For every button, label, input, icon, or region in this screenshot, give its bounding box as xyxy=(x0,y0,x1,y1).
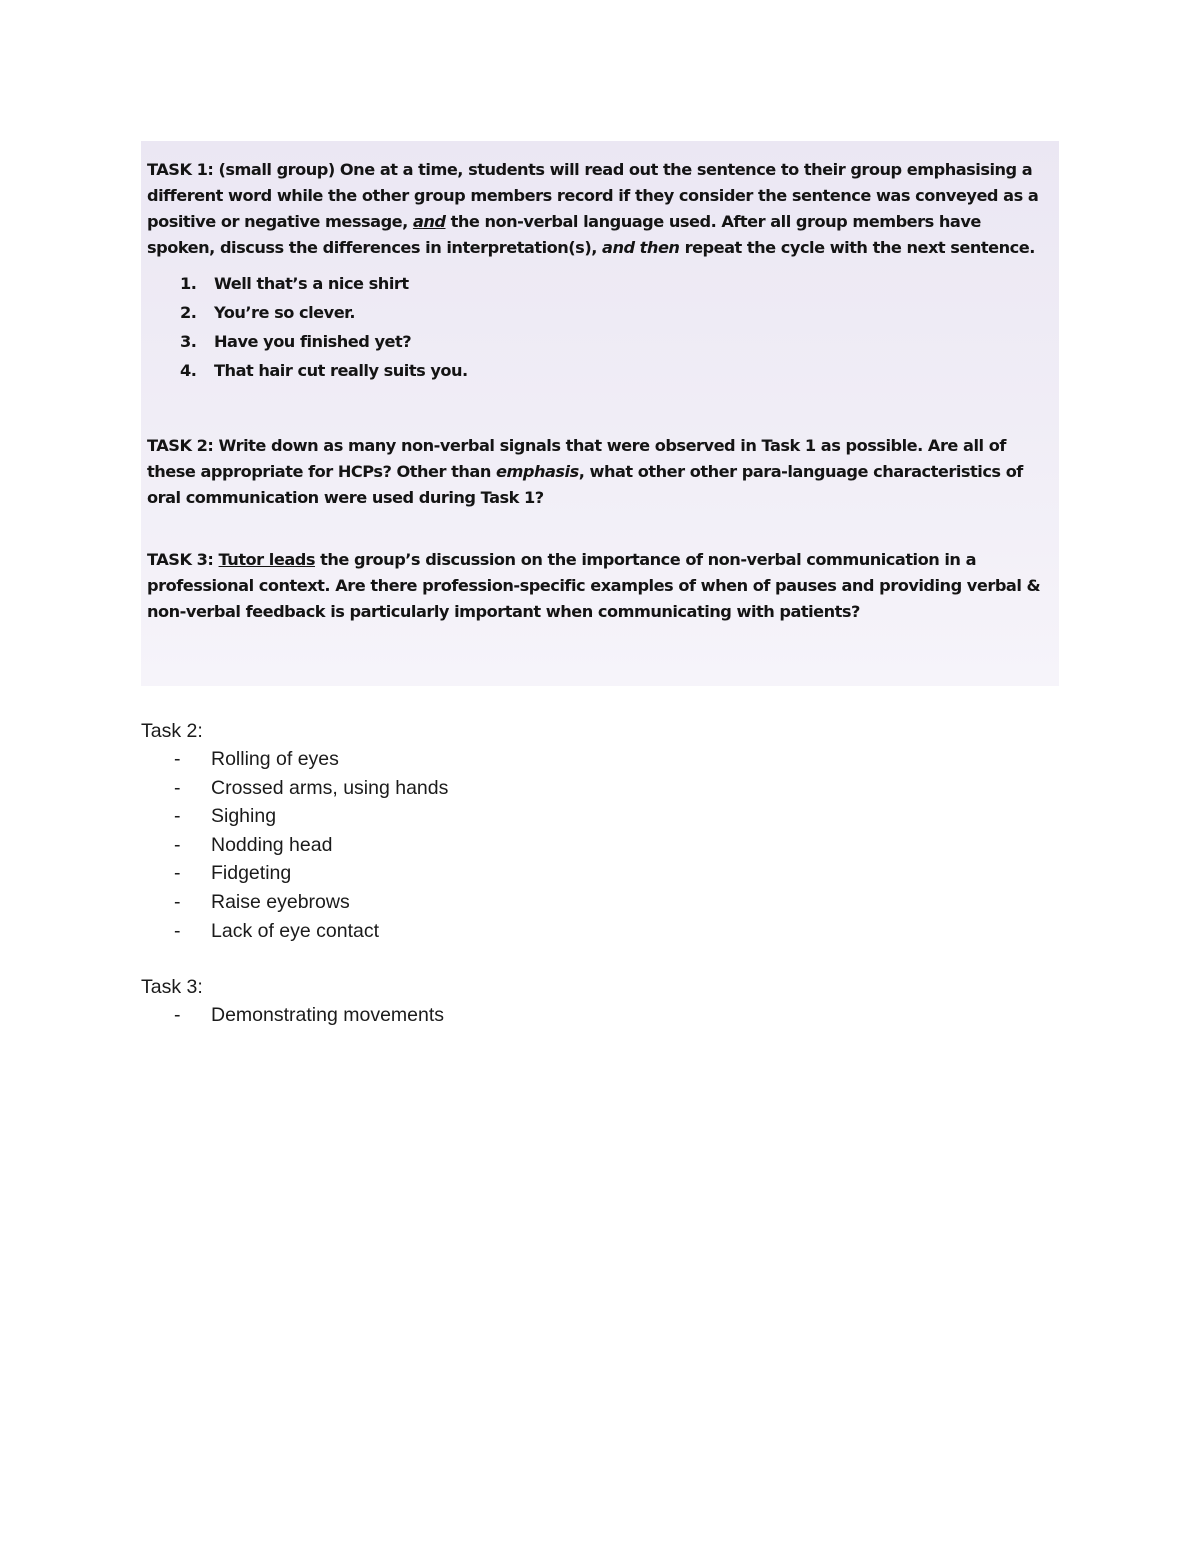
emphasis-and: and xyxy=(412,212,446,231)
list-item: - Fidgeting xyxy=(174,862,292,885)
list-item: - Sighing xyxy=(174,805,277,828)
task2-instructions: TASK 2: Write down as many non-verbal signals that were observed in Task 1 as possible. Are all of these appropriate for HCPs? Other than emphasis, what other other para-language characteristics of oral communication were used during Task 1? xyxy=(147,436,1023,507)
task3-instructions: TASK 3: Tutor leads the group’s discussion on the importance of non-verbal communication in a professional context. Are there profession-specific examples of when of pauses and providing verbal & non-verbal feedback is particularly important when communicating with patients? xyxy=(147,550,1041,621)
list-item: - Lack of eye contact xyxy=(174,919,380,942)
tutor-leads: Tutor leads xyxy=(218,550,315,569)
sentence-item: 3. Have you finished yet? xyxy=(180,332,412,351)
task2-notes-heading: Task 2: xyxy=(141,720,203,742)
list-item: - Raise eyebrows xyxy=(174,890,350,913)
task-instructions-box xyxy=(141,141,1059,686)
task3-notes-list xyxy=(141,1001,1041,1030)
task3-notes-heading: Task 3: xyxy=(141,976,203,999)
student-notes xyxy=(141,717,1041,1030)
sentence-item: 4. That hair cut really suits you. xyxy=(180,361,468,380)
spacer xyxy=(141,945,1041,973)
task1-instructions: TASK 1: (small group) One at a time, students will read out the sentence to their group emphasising a different word while the other group members record if they consider the sentence was conveyed as a positive or negative message, and the non-verbal language used. After all group members have spoken, discuss the differences in interpretation(s), and then repeat the cycle with the next sentence. xyxy=(147,160,1039,257)
task2-notes-list xyxy=(141,745,1041,945)
list-item: - Nodding head xyxy=(174,833,333,856)
emphasis-word: emphasis xyxy=(496,462,579,481)
sentence-item: 1. Well that’s a nice shirt xyxy=(180,274,409,293)
list-item: - Crossed arms, using hands xyxy=(174,776,449,799)
sentence-item: 2. You’re so clever. xyxy=(180,303,355,322)
list-item: - Demonstrating movements xyxy=(174,1004,445,1027)
list-item: - Rolling of eyes xyxy=(174,748,339,770)
emphasis-and-then: and then xyxy=(602,238,680,257)
task1-sentence-list xyxy=(147,269,1053,385)
